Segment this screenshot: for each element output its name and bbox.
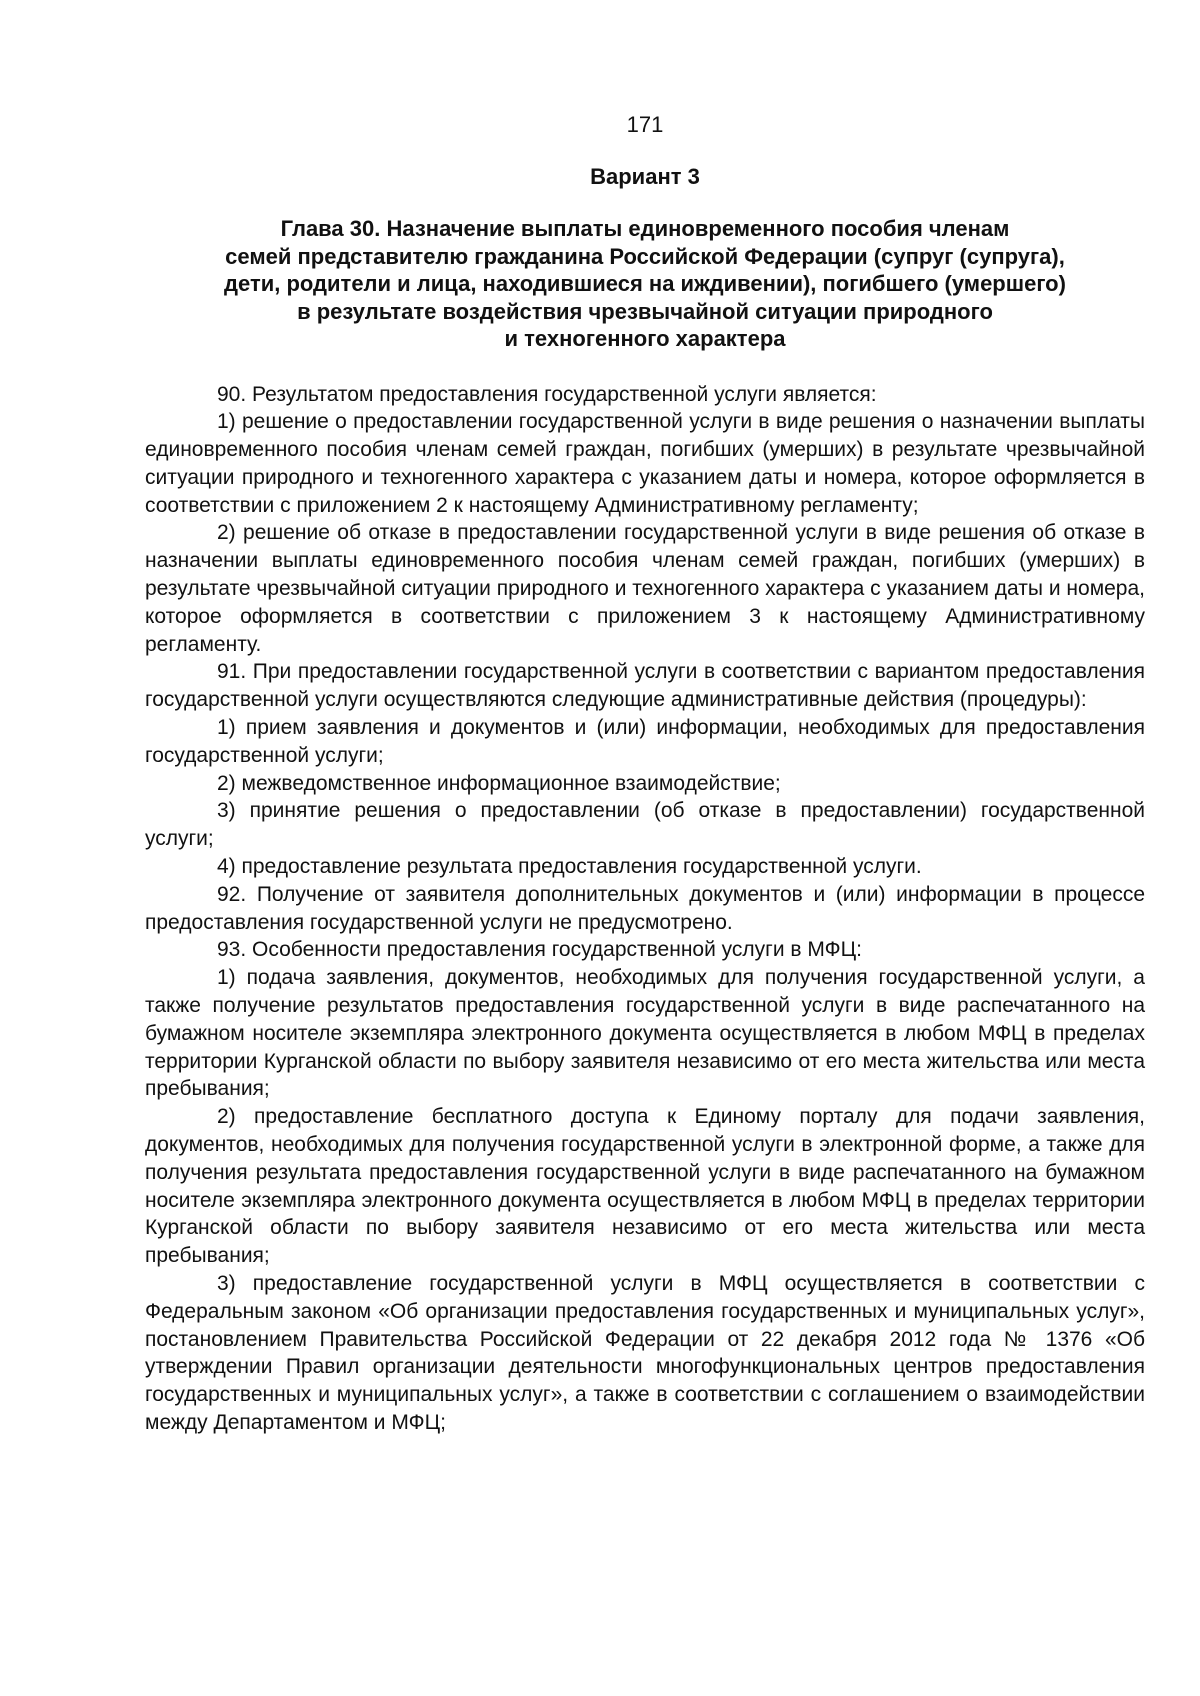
paragraph-91-item-2: 2) межведомственное информационное взаимодействие; bbox=[217, 771, 781, 795]
chapter-title-line: семей представителю гражданина Российской Федерации (супруг (супруга), bbox=[225, 243, 1065, 269]
page-number: 171 bbox=[626, 112, 664, 137]
paragraph-91-item-4: 4) предоставление результата предоставления государственной услуги. bbox=[217, 855, 922, 879]
document-page bbox=[145, 112, 1145, 1437]
paragraph-90: 90. Результатом предоставления государственной услуги является: bbox=[217, 382, 877, 406]
paragraph-91-item-1: 1) прием заявления и документов и (или) информации, необходимых для предоставления государственной услуги; bbox=[145, 716, 1145, 767]
paragraph-92: 92. Получение от заявителя дополнительных документов и (или) информации в процессе предоставления государственной услуги не предусмотрено. bbox=[145, 882, 1145, 934]
paragraph-90-item-1: 1) решение о предоставлении государственной услуги в виде решения о назначении выплаты единовременного пособия членам семей граждан, погибших (умерших) в результате чрезвычайной ситуации природного и техногенного характера с указанием даты и номера, которое оформляется в соответствии с приложением 2 к настоящему Административному регламенту; bbox=[145, 410, 1145, 517]
paragraph-93-item-1: 1) подача заявления, документов, необходимых для получения государственной услуги, а также получение результатов предоставления государственной услуги в виде распечатанного на бумажном носителе экземпляра электронного документа осуществляется в любом МФЦ в пределах территории Курганской области по выбору заявителя независимо от его места жительства или места пребывания; bbox=[145, 966, 1145, 1101]
variant-title: Вариант 3 bbox=[590, 164, 700, 189]
chapter-title-line: в результате воздействия чрезвычайной ситуации природного bbox=[297, 298, 993, 324]
paragraph-93-item-3: 3) предоставление государственной услуги в МФЦ осуществляется в соответствии с Федеральным законом «Об организации предоставления государственных и муниципальных услуг», постановлением Правительства Российской Федерации от 22 декабря 2012 года № 1376 «Об утверждении Правил организации деятельности многофункциональных центров предоставления государственных и муниципальных услуг», а также в соответствии с соглашением о взаимодействии между Департаментом и МФЦ; bbox=[145, 1272, 1145, 1434]
chapter-title-line: дети, родители и лица, находившиеся на иждивении), погибшего (умершего) bbox=[224, 271, 1066, 296]
chapter-title-line: и техногенного характера bbox=[504, 326, 786, 351]
paragraph-91: 91. При предоставлении государственной услуги в соответствии с вариантом предоставления государственной услуги осуществляются следующие административные действия (процедуры): bbox=[145, 660, 1145, 712]
chapter-title bbox=[145, 215, 1145, 353]
paragraph-91-item-3: 3) принятие решения о предоставлении (об отказе в предоставлении) государственной услуги; bbox=[145, 799, 1145, 851]
paragraph-90-item-2: 2) решение об отказе в предоставлении государственной услуги в виде решения об отказе в назначении выплаты единовременного пособия членам семей граждан, погибших (умерших) в результате чрезвычайной ситуации природного и техногенного характера с указанием даты и номера, которое оформляется в соответствии с приложением 3 к настоящему Административному регламенту. bbox=[145, 521, 1145, 656]
paragraph-93-item-2: 2) предоставление бесплатного доступа к Единому порталу для подачи заявления, документов, необходимых для получения государственной услуги в электронной форме, а также для получения результата предоставления государственной услуги в виде распечатанного на бумажном носителе экземпляра электронного документа осуществляется в любом МФЦ в пределах территории Курганской области по выбору заявителя независимо от его места жительства или места пребывания; bbox=[145, 1105, 1145, 1268]
paragraph-93: 93. Особенности предоставления государственной услуги в МФЦ: bbox=[217, 938, 862, 962]
chapter-title-line: Глава 30. Назначение выплаты единовременного пособия членам bbox=[280, 216, 1010, 241]
document-body bbox=[145, 381, 1145, 1437]
